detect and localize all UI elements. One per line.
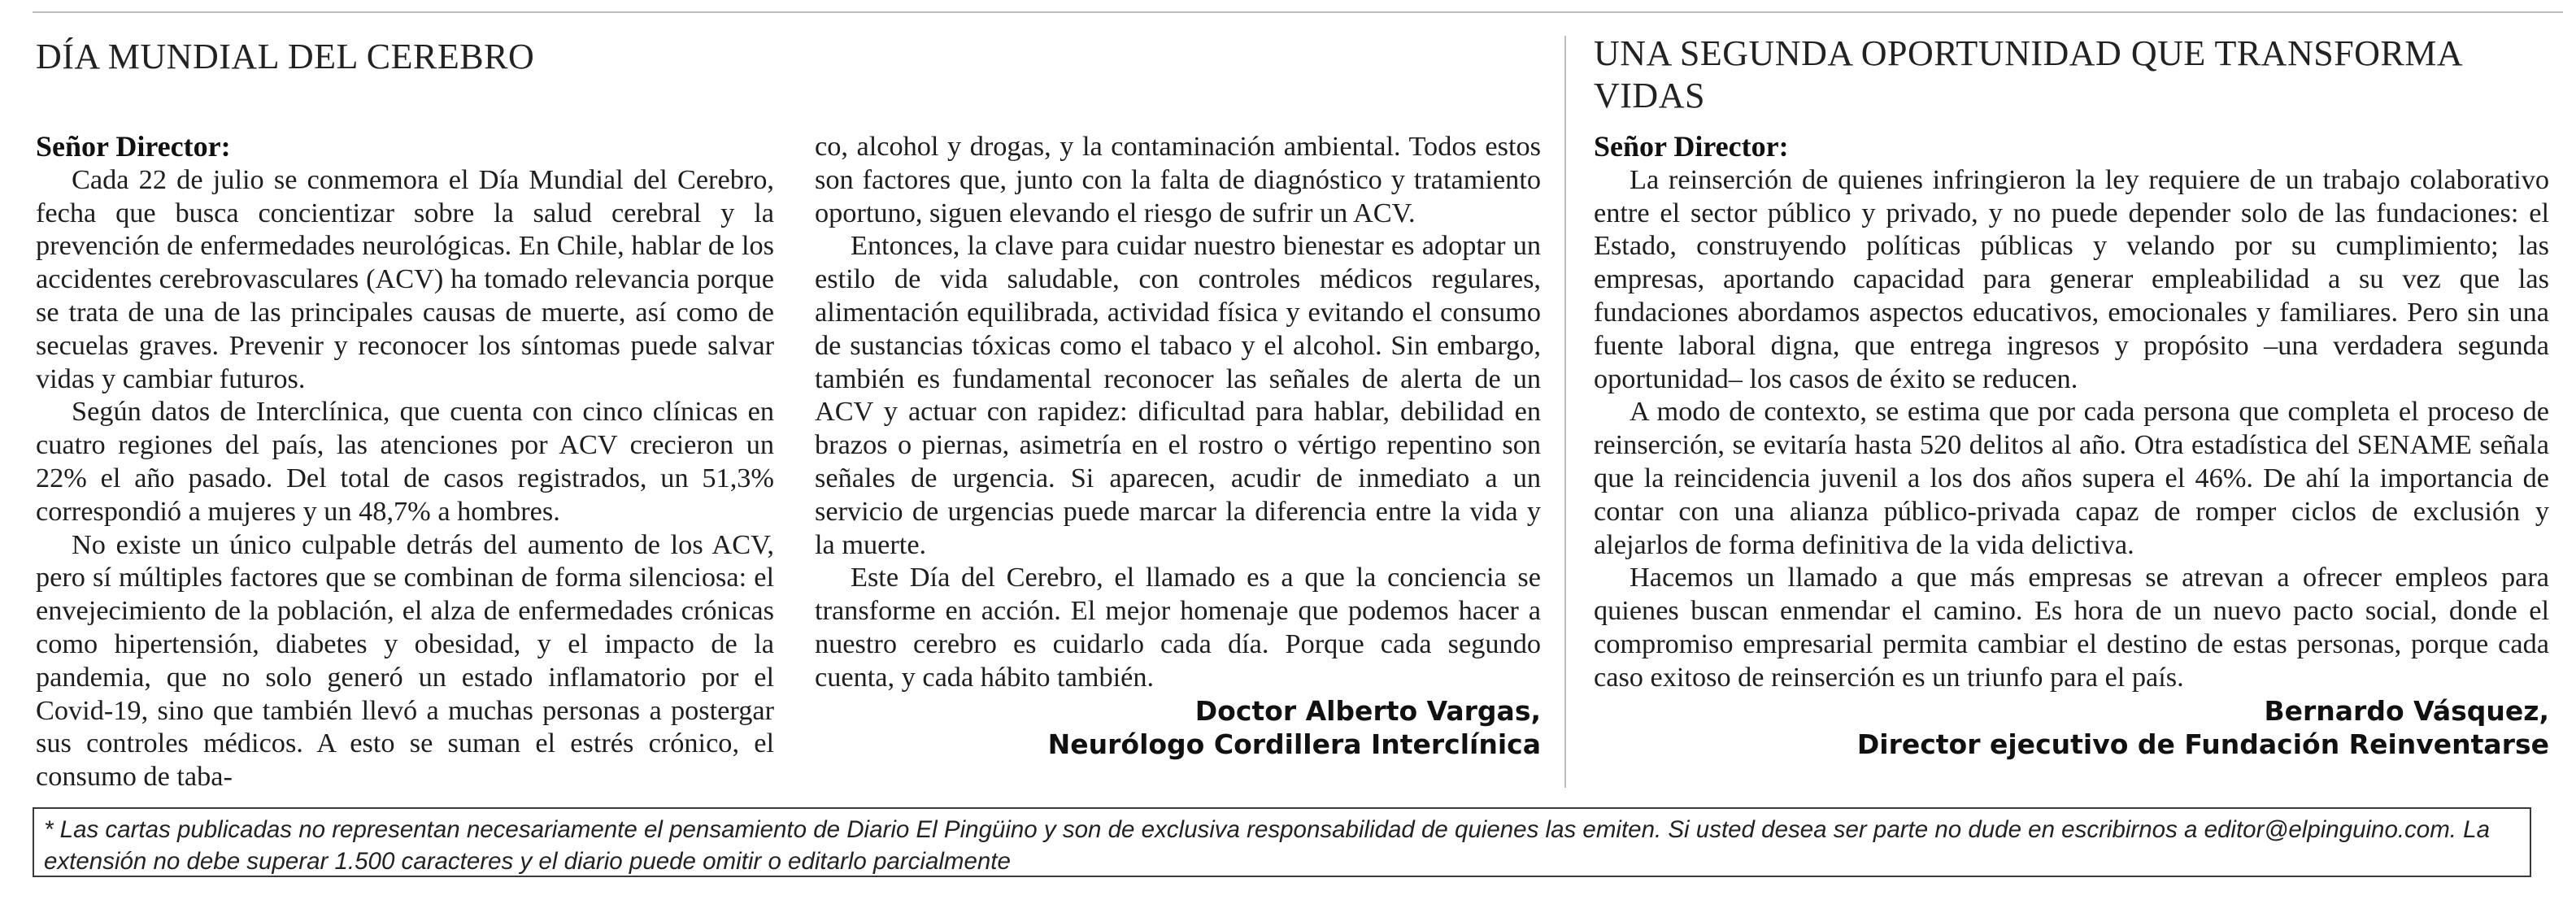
letter1-column-1: [36, 130, 774, 793]
letter2-signature-title: Director ejecutivo de Fundación Reinventarse: [1856, 728, 2549, 760]
disclaimer-text: * Las cartas publicadas no representan necesariamente el pensamiento de Diario El Pingüino y son de exclusiva responsabilidad de quienes las emiten. Si usted desea ser parte no dude en escribirnos a editor@elpinguino.com. La extensión no debe superar 1.500 caracteres y el diario puede omitir o editarlo parcialmente: [44, 816, 2490, 875]
disclaimer-box: [33, 807, 2531, 877]
letter2-paragraph-1: La reinserción de quienes infringieron la ley requiere de un trabajo colaborativo entre el sector público y privado, y no puede depender solo de las fundaciones: el Estado, construyendo políticas públicas y velando por su cumplimiento; las empresas, aportando capacidad para generar empleabilidad a su vez que las fundaciones abordamos aspectos educativos, emocionales y familiares. Pero sin una fuente laboral digna, que entrega ingresos y propósito –una verdadera segunda oportunidad– los casos de éxito se reducen.: [1594, 163, 2549, 394]
column-divider: [1564, 36, 1566, 788]
letter1-paragraph-3: No existe un único culpable detrás del aumento de los ACV, pero sí múltiples factores que se combinan de forma silenciosa: el envejecimiento de la población, el alza de enfermedades crónicas como hipertensión, diabetes y obesidad, y el impacto de la pandemia, que no solo generó un estado inflamatorio por el Covid-19, sino que también llevó a muchas personas a postergar sus controles médicos. A esto se suman el estrés crónico, el consumo de taba-: [36, 528, 774, 793]
letter2-signature-name: Bernardo Vásquez,: [2264, 694, 2549, 727]
letter1-salutation: Señor Director:: [36, 130, 231, 163]
letter2-salutation: Señor Director:: [1594, 130, 1789, 163]
letter1-paragraph-4: Entonces, la clave para cuidar nuestro bienestar es adoptar un estilo de vida saludable, con controles médicos regulares, alimentación equilibrada, actividad física y evitando el consumo de sustancias tóxicas como el tabaco y el alcohol. Sin embargo, también es fundamental reconocer las señales de alerta de un ACV y actuar con rapidez: dificultad para hablar, debilidad en brazos o piernas, asimetría en el rostro o vértigo repentino son señales de urgencia. Si aparecen, acudir de inmediato a un servicio de urgencias puede marcar la diferencia entre la vida y la muerte.: [815, 230, 1541, 560]
letter2-paragraph-3: Hacemos un llamado a que más empresas se atrevan a ofrecer empleos para quienes buscan enmendar el camino. Es hora de un nuevo pacto social, donde el compromiso empresarial permita cambiar el destino de estas personas, porque cada caso exitoso de reinserción es un triunfo para el país.: [1594, 562, 2549, 693]
letter1-paragraph-2: Según datos de Interclínica, que cuenta con cinco clínicas en cuatro regiones del país, las atenciones por ACV crecieron un 22% el año pasado. Del total de casos registrados, un 51,3% correspondió a mujeres y un 48,7% a hombres.: [36, 396, 774, 527]
letter1-paragraph-3-continued: co, alcohol y drogas, y la contaminación ambiental. Todos estos son factores que, junto con la falta de diagnóstico y tratamiento oportuno, siguen elevando el riesgo de sufrir un ACV.: [815, 131, 1541, 228]
letter2-paragraph-2: A modo de contexto, se estima que por cada persona que completa el proceso de reinserción, se evitaría hasta 520 delitos al año. Otra estadística del SENAME señala que la reincidencia juvenil a los dos años supera el 46%. De ahí la importancia de contar con una alianza público-privada capaz de romper ciclos de exclusión y alejarlos de forma definitiva de la vida delictiva.: [1594, 396, 2549, 560]
letter1-column-2: [815, 130, 1541, 761]
letter1-signature-title: Neurólogo Cordillera Interclínica: [1047, 728, 1541, 760]
letter1-signature-name: Doctor Alberto Vargas,: [1194, 694, 1541, 727]
letter1-headline: DÍA MUNDIAL DEL CEREBRO: [36, 37, 535, 76]
letter2-headline: UNA SEGUNDA OPORTUNIDAD QUE TRANSFORMA VIDAS: [1594, 33, 2461, 115]
letter1-paragraph-5: Este Día del Cerebro, el llamado es a que la conciencia se transforme en acción. El mejor homenaje que podemos hacer a nuestro cerebro es cuidarlo cada día. Porque cada segundo cuenta, y cada hábito también.: [815, 562, 1541, 693]
letter2-column: [1594, 130, 2549, 761]
letter1-paragraph-1: Cada 22 de julio se conmemora el Día Mundial del Cerebro, fecha que busca concientizar sobre la salud cerebral y la prevención de enfermedades neurológicas. En Chile, hablar de los accidentes cerebrovasculares (ACV) ha tomado relevancia porque se trata de una de las principales causas de muerte, así como de secuelas graves. Prevenir y reconocer los síntomas puede salvar vidas y cambiar futuros.: [36, 163, 774, 394]
top-rule: [33, 11, 2563, 13]
